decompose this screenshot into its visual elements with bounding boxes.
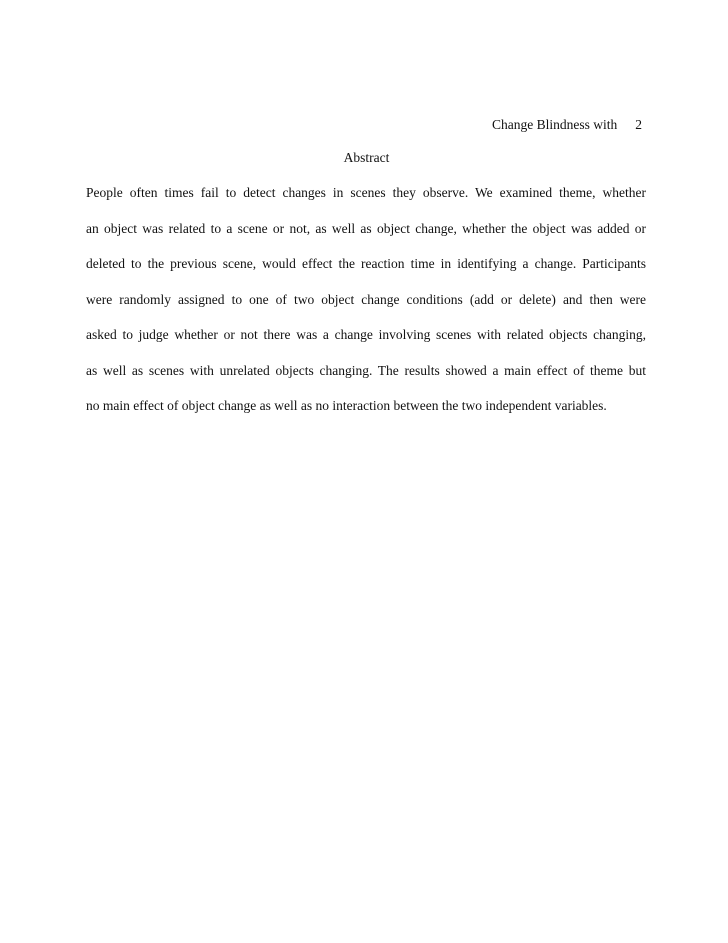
abstract-heading: Abstract: [343, 150, 390, 165]
abstract-body: [86, 175, 646, 424]
abstract-line: as well as scenes with unrelated objects changing. The results showed a main effect of theme but: [86, 362, 646, 378]
abstract-line: asked to judge whether or not there was a change involving scenes with related objects changing,: [86, 327, 646, 342]
abstract-line: were randomly assigned to one of two object change conditions (add or delete) and then were: [86, 291, 646, 307]
abstract-line: People often times fail to detect changes in scenes they observe. We examined theme, whether: [86, 185, 646, 200]
abstract-line: no main effect of object change as well as no interaction between the two independent variables.: [86, 398, 607, 413]
abstract-line: an object was related to a scene or not, as well as object change, whether the object was added or: [86, 220, 646, 236]
running-head-title: Change Blindness with: [492, 117, 618, 132]
running-head: [492, 116, 642, 134]
page-number: 2: [635, 117, 642, 132]
abstract-line: deleted to the previous scene, would effect the reaction time in identifying a change. Participants: [86, 256, 646, 271]
